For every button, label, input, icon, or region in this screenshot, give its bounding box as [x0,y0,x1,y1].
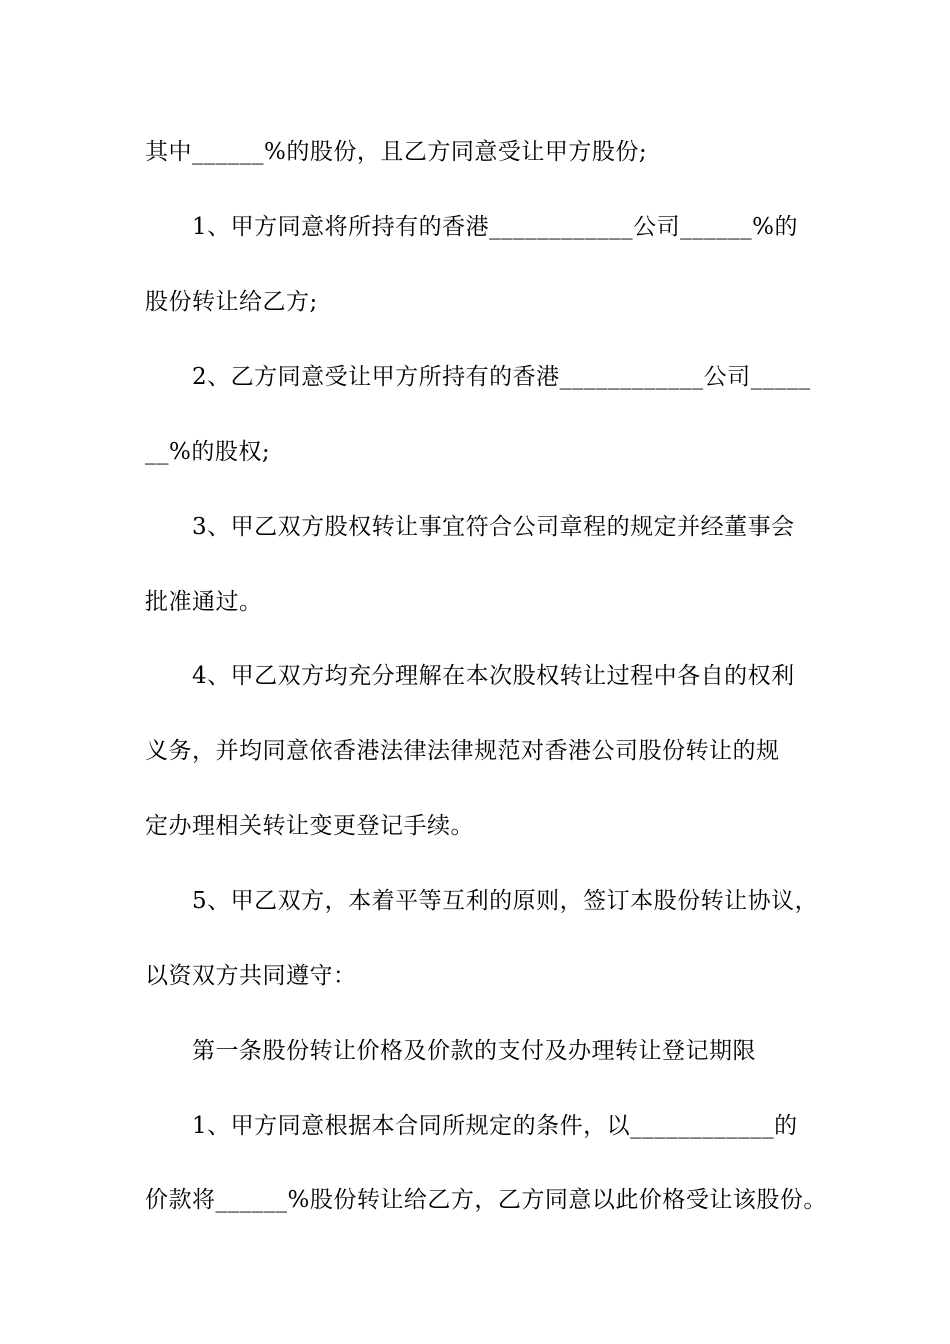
text-line: 4、甲乙双方均充分理解在本次股权转让过程中各自的权利 [192,663,795,689]
text-line: 1、甲方同意根据本合同所规定的条件，以____________的 [192,1113,798,1139]
text-line: __%的股权; [145,439,271,465]
text-line: 价款将______%股份转让给乙方，乙方同意以此价格受让该股份。 [145,1187,827,1213]
section-heading: 第一条股份转让价格及价款的支付及办理转让登记期限 [192,1038,756,1064]
text-line: 义务，并均同意依香港法律法律规范对香港公司股份转让的规 [145,738,780,764]
text-line: 2、乙方同意受让甲方所持有的香港____________公司_____ [192,364,811,390]
text-line: 3、甲乙双方股权转让事宜符合公司章程的规定并经董事会 [192,514,795,540]
text-line: 1、甲方同意将所持有的香港____________公司______%的 [192,214,798,240]
text-line: 定办理相关转让变更登记手续。 [145,813,474,839]
text-line: 其中______%的股份，且乙方同意受让甲方股份; [145,139,648,165]
text-line: 股份转让给乙方; [145,289,318,315]
text-line: 以资双方共同遵守： [145,963,357,989]
text-line: 批准通过。 [145,589,263,615]
text-line: 5、甲乙双方，本着平等互利的原则，签订本股份转让协议， [192,888,819,914]
